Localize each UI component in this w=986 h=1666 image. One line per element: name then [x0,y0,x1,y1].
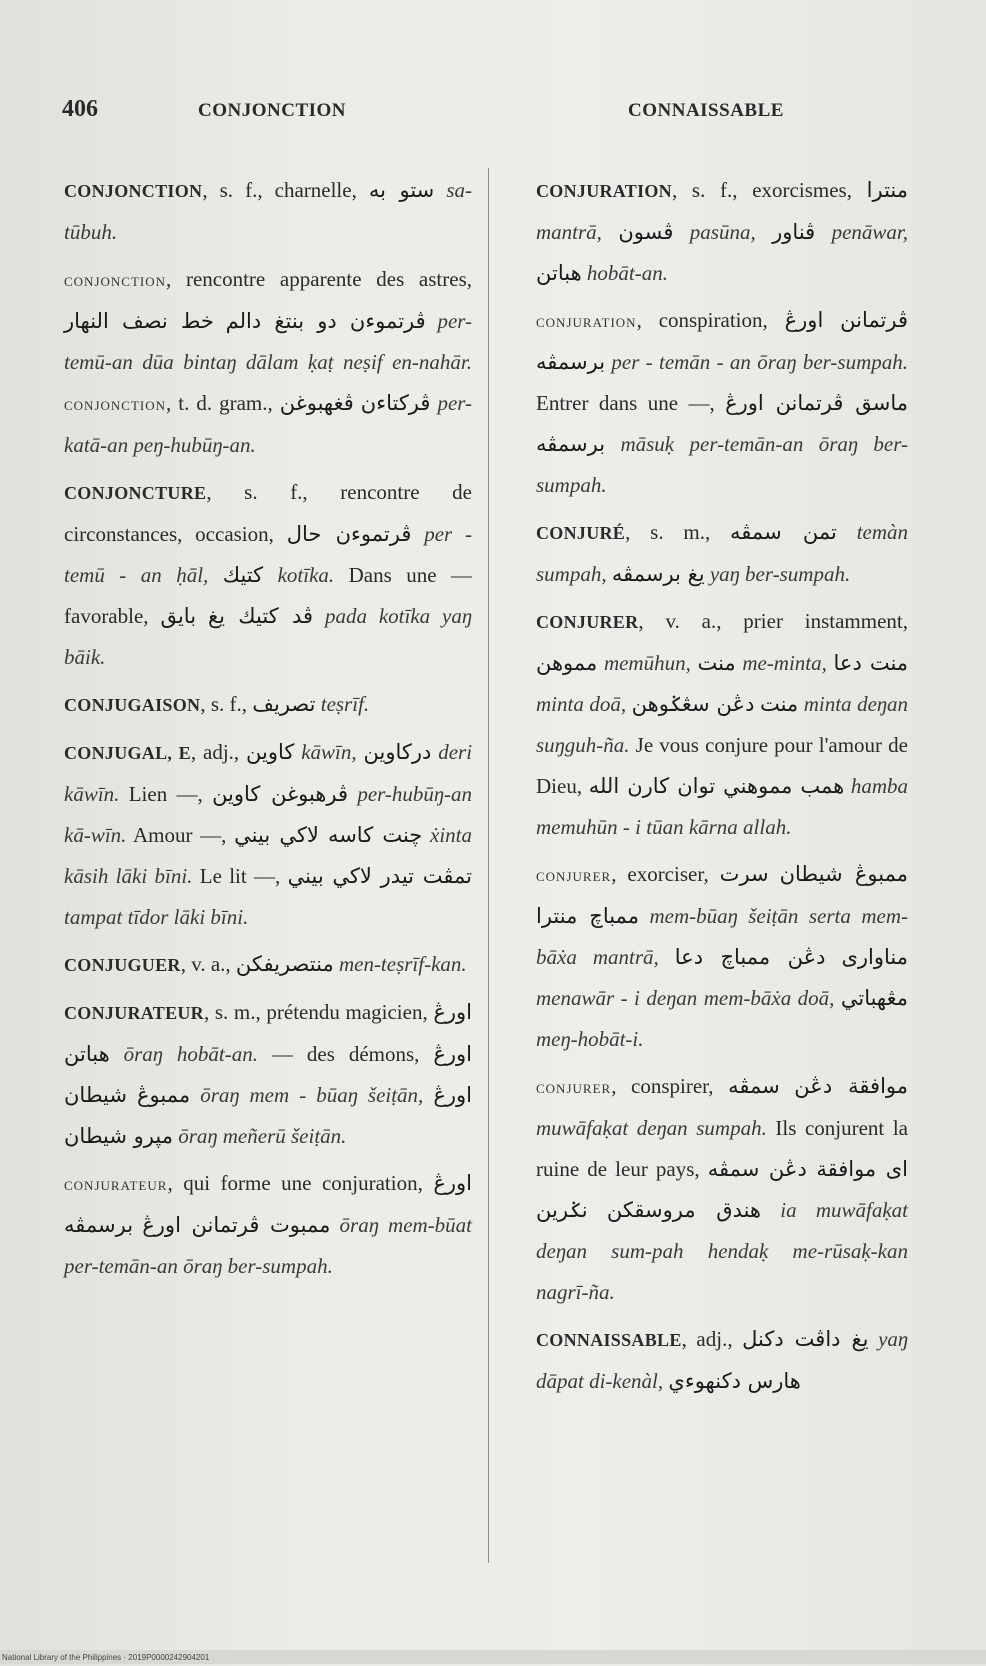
headword: CONNAISSABLE [536,1330,682,1350]
transliteration: per - temū - an ḥāl, [64,522,472,587]
jawi-text: تمن سمڤه [730,520,837,544]
jawi-text: ڤرهبوغن كاوين [212,782,349,806]
transliteration: hamba memuhūn - i tūan kārna allah. [536,774,909,839]
column-divider [488,168,489,1563]
headword: CONJUGAL, E [64,743,191,763]
transliteration: per - temān - an ōraŋ ber-sumpah. [611,350,908,374]
page-number: 406 [62,96,98,122]
jawi-text: ڤرتموءن دو بنتغ دالم [225,309,426,333]
jawi-text: ڤغهبوغن [279,391,354,415]
transliteration: ia muwāfaḳat deŋan sum-pah hendaḳ me-rūsaḳ-kan nagrī-ña. [536,1198,909,1304]
dictionary-entry: conjonction, rencontre apparente des astres, ڤرتموءن دو بنتغ دالم خط نصف النهار per-temū-an dūa bintaŋ dālam ḳaṭ neṣif en-nahār. conjonction, t. d. gram., ڤركتاءن ڤغهبوغن per-katā-an peŋ-hubūŋ-an. [64,267,473,457]
jawi-text: منت [697,651,736,675]
dictionary-entry: CONJONCTION, s. f., charnelle, ستو به sa-tūbuh. [64,178,473,244]
transliteration: pasūna, [689,220,756,244]
transliteration: memūhun, [603,651,691,675]
transliteration: per-hubūŋ-an kā-wīn. [64,782,473,847]
dictionary-entry: conjurer, conspirer, موافقة دڠن سمڤه muwāfaḳat deŋan sumpah. Ils conjurent la ruine de leur pays, اى موافقة دڠن سمڤه هندق مروسقكن نݢرين ia muwāfaḳat deŋan sum-pah hendaḳ me-rūsaḳ-kan nagrī-ña. [536,1074,909,1304]
jawi-text: ممبوڠ شيطان [779,862,909,886]
left-column [64,170,472,1293]
jawi-text: اورڠ هباتن [64,1000,472,1066]
headword: conjonction [64,394,166,415]
transliteration: ẋinta kāsih lāki bīni. [64,823,472,888]
transliteration: kāwīn, [301,740,357,764]
transliteration: sa-tūbuh. [64,178,473,244]
jawi-text: سمڤه [728,1074,780,1098]
transliteration: pada kotīka yaŋ bāik. [64,604,472,669]
jawi-text: بايق [160,604,197,628]
dictionary-entry: conjuration, conspiration, ڤرتمانن اورڠ برسمڤه per - temān - an ōraŋ ber-sumpah. Entrer dans une —, ماسق ڤرتمانن اورڠ برسمڤه māsuḳ per-temān-an ōraŋ ber-sumpah. [536,308,908,497]
jawi-text: اى موافقة دڠن سمڤه هندق مروسقكن [606,1157,908,1222]
jawi-text: ڤرتموءن حال [286,522,412,546]
right-running-head: CONNAISSABLE [628,100,784,121]
transliteration: deri kāwīn. [64,740,473,806]
headword: CONJUGAISON [64,695,201,715]
transliteration: minta deŋan suŋguh-ña. [536,692,909,757]
jawi-text: دڠن ممباچ دعا [674,945,826,969]
jawi-text: تمڤت تيدر لاكي بيني [287,864,472,888]
transliteration: per-katā-an peŋ-hubūŋ-an. [64,391,473,457]
dictionary-entry: CONJUGAISON, s. f., تصريف teṣrīf. [64,692,370,716]
jawi-text: اورڠ مڽرو شيطان [64,1083,473,1148]
jawi-text: ڤركتاءن [360,391,431,415]
transliteration: per-temū-an dūa bintaŋ dālam ḳaṭ neṣif en-nahār. [64,309,473,374]
jawi-text: ستو به [368,178,435,202]
headword: CONJURATION [536,181,672,201]
jawi-text: خط نصف النهار [64,309,214,333]
jawi-text: برسمڤه [64,1213,134,1237]
transliteration: ōraŋ meñerū šeiṭān. [178,1124,347,1148]
right-column [536,170,908,1408]
dictionary-entry: CONJONCTURE, s. f., rencontre de circonstances, occasion, ڤرتموءن حال per - temū - an ḥāl, كتيك kotīka. Dans une — favorable, ڤد كتيك يغ بايق pada kotīka yaŋ bāik. [64,480,473,669]
transliteration: yaŋ ber-sumpah. [709,562,851,586]
jawi-text: ڤناور [772,220,816,244]
transliteration: māsuḳ per-temān-an ōraŋ ber-sumpah. [536,432,908,497]
headword: CONJURATEUR [64,1003,204,1023]
dictionary-entry: CONJUGUER, v. a., منتصريفكن men-teṣrīf-kan. [64,952,467,976]
transliteration: ōraŋ mem-būat per-temān-an ōraŋ ber-sumpah. [64,1213,473,1278]
transliteration: minta doā, [536,692,627,716]
transliteration: yaŋ dāpat di-kenàl, [536,1327,909,1393]
headword: CONJURÉ [536,523,626,543]
headword: CONJUGUER [64,955,181,975]
jawi-text: منت دعا [833,651,909,675]
dictionary-entry: CONNAISSABLE, adj., يغ داڤت دكنل yaŋ dāpat di-kenàl, هارس دكنهوءي [536,1327,909,1393]
headword: CONJURER [536,612,639,632]
scan-footer [0,1650,986,1664]
jawi-text: هباتن [536,261,582,285]
transliteration: muwāfaḳat deŋan sumpah. [536,1116,767,1140]
jawi-text: تصريف [252,692,316,716]
jawi-text: منترا [866,178,908,202]
jawi-text: ڤسون [618,220,674,244]
jawi-text: مموهن [536,651,598,675]
jawi-text: دركاوين [363,740,432,764]
transliteration: penāwar, [831,220,909,244]
jawi-text: ڤد كتيك يغ [207,604,314,628]
jawi-text: يغ برسمڤه [611,562,705,586]
jawi-text: كاوين [246,740,295,764]
jawi-text: ڤرتمانن [840,308,908,332]
jawi-text: مناوارى [841,945,909,969]
jawi-text: اورڠ ممبوڠ [137,1042,473,1107]
jawi-text: كتيك [222,563,264,587]
page-header [0,96,986,132]
dictionary-entry: CONJURÉ, s. m., تمن سمڤه temàn sumpah, يغ برسمڤه yaŋ ber-sumpah. [536,520,909,586]
transliteration: teṣrīf. [320,692,370,716]
jawi-text: اورڠ برسمڤه [536,308,824,374]
transliteration: me-minta, [742,651,827,675]
jawi-text: منتصريفكن [235,952,334,976]
jawi-text: نݢرين [536,1198,588,1222]
dictionary-entry: conjurer, exorciser, ممبوڠ شيطان سرت ممباچ منترا mem-būaŋ šeiṭān serta mem-bāẋa mantrā, مناوارى دڠن ممباچ دعا menawār - i deŋan mem-bāẋa doā, مڠهباتي meŋ-hobāt-i. [536,862,909,1051]
jawi-text: شيطان [64,1083,127,1107]
jawi-text: ماسق ڤرتمانن اورڠ برسمڤه [536,391,908,456]
headword: conjonction [64,270,166,291]
jawi-text: دڠن سڠݢوهن [631,692,755,716]
transliteration: tampat tīdor lāki bīni. [64,905,249,929]
headword: conjurateur [64,1174,168,1195]
left-running-head: CONJONCTION [198,100,347,121]
headword: conjurer [536,865,612,886]
headword: CONJONCTION [64,181,203,201]
jawi-text: موافقة دڠن [794,1074,909,1098]
transliteration: mem-būaŋ šeiṭān serta mem-bāẋa mantrā, [536,904,909,969]
headword: CONJONCTURE [64,483,207,503]
transliteration: men-teṣrīf-kan. [338,952,467,976]
dictionary-entry: CONJURATEUR, s. m., prétendu magicien, اورڠ هباتن ōraŋ hobāt-an. — des démons, اورڠ ممبوڠ شيطان ōraŋ mem - būaŋ šeiṭān, اورڠ مڽرو شيطان ōraŋ meñerū šeiṭān. [64,1000,473,1148]
jawi-text: چنت كاسه لاكي بيني [234,823,423,847]
jawi-text: يغ داڤت دكنل [742,1327,869,1351]
footer-text: National Library of the Philippines · 2019P0000242904201 [2,1653,210,1662]
jawi-text: مڠهباتي [840,986,908,1010]
headword: conjurer [536,1077,612,1098]
transliteration: meŋ-hobāt-i. [536,1027,644,1051]
dictionary-entry: CONJURER, v. a., prier instamment, مموهن memūhun, منت me-minta, منت دعا minta doā, منت دڠن سڠݢوهن minta deŋan suŋguh-ña. Je vous conjure pour l'amour de Dieu, همب مموهني توان كارن الله hamba memuhūn - i tūan kārna allah. [536,609,909,839]
headword: conjuration [536,311,637,332]
transliteration: ōraŋ hobāt-an. [123,1042,258,1066]
jawi-text: منت [759,692,799,716]
transliteration: menawār - i deŋan mem-bāẋa doā, [536,986,835,1010]
transliteration: temàn sumpah, [536,520,909,586]
dictionary-entry: conjurateur, qui forme une conjuration, اورڠ ممبوت ڤرتمانن اورڠ برسمڤه ōraŋ mem-būat per-temān-an ōraŋ ber-sumpah. [64,1171,473,1278]
jawi-text: هارس دكنهوءي [668,1369,801,1393]
transliteration: hobāt-an. [586,261,668,285]
dictionary-entry: CONJURATION, s. f., exorcismes, منترا mantrā, ڤسون pasūna, ڤناور penāwar, هباتن hobāt-an. [536,178,909,285]
jawi-text: اورڠ ممبوت ڤرتمانن اورڠ [142,1171,472,1237]
transliteration: ōraŋ mem - būaŋ šeiṭān, [200,1083,424,1107]
transliteration: mantrā, [536,220,602,244]
jawi-text: همب مموهني توان كارن الله [588,774,845,798]
dictionary-entry: CONJUGAL, E, adj., كاوين kāwīn, دركاوين deri kāwīn. Lien —, ڤرهبوغن كاوين per-hubūŋ-an kā-wīn. Amour —, چنت كاسه لاكي بيني ẋinta kāsih lāki bīni. Le lit —, تمڤت تيدر لاكي بيني tampat tīdor lāki bīni. [64,740,473,929]
jawi-text: سرت ممباچ منترا [536,862,769,928]
transliteration: kotīka. [277,563,335,587]
